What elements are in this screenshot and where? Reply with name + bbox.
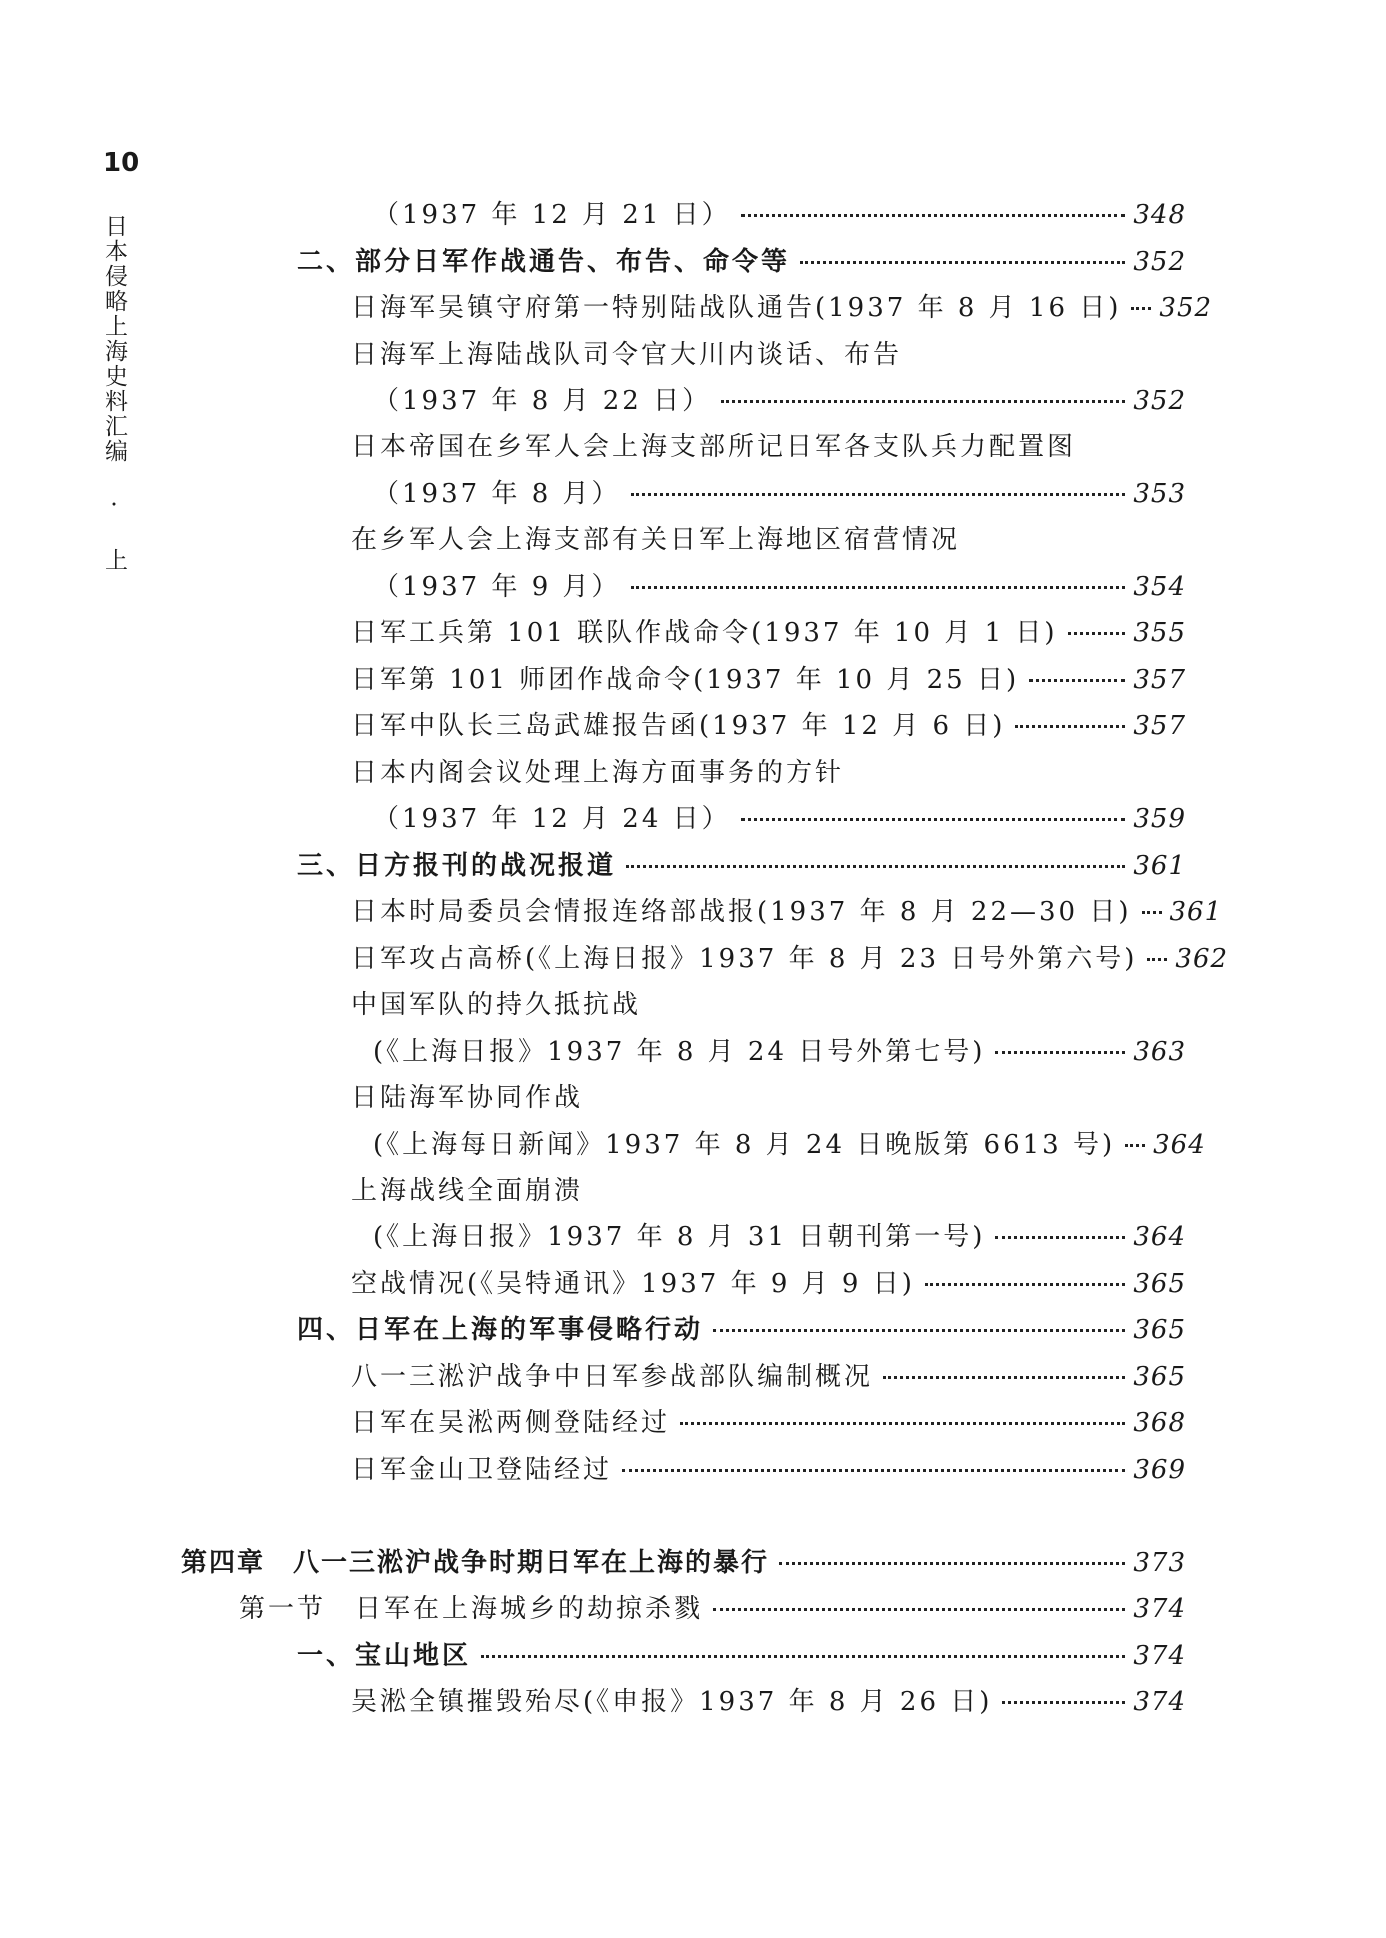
toc-entry [373, 195, 1186, 235]
leader-dots [741, 818, 1126, 821]
toc-entry [373, 1217, 1186, 1257]
toc-entry [373, 1032, 1186, 1072]
toc-entry-title: （1937 年 12 月 24 日） [373, 804, 731, 834]
leader-dots [1125, 1144, 1145, 1147]
toc-entry-title: 空战情况(《吴特通讯》1937 年 9 月 9 日) [351, 1269, 915, 1299]
leader-dots [721, 400, 1125, 403]
toc-entry [351, 288, 1213, 328]
leader-dots [995, 1051, 1125, 1054]
toc-entry-page: 362 [1175, 944, 1229, 974]
toc-entry [351, 892, 1223, 932]
toc-entry [239, 1589, 1186, 1629]
leader-dots [1142, 911, 1162, 914]
toc-entry [373, 567, 1186, 607]
toc-entry-title: （1937 年 8 月 22 日） [373, 386, 712, 416]
toc-entry-title: 日军工兵第 101 联队作战命令(1937 年 10 月 1 日) [351, 618, 1058, 648]
toc-entry [373, 474, 1186, 514]
leader-dots [1147, 958, 1167, 961]
toc-entry [351, 939, 1229, 979]
toc-entry-page: 359 [1133, 804, 1186, 834]
toc-entry-title: 日本内阁会议处理上海方面事务的方针 [351, 758, 845, 788]
toc-entry-page: 374 [1133, 1641, 1186, 1671]
toc-entry-page: 365 [1133, 1362, 1186, 1392]
toc-entry-title: 日军第 101 师团作战命令(1937 年 10 月 25 日) [351, 665, 1020, 695]
toc-entry [373, 1125, 1206, 1165]
toc-entry-title: 日军在吴淞两侧登陆经过 [351, 1408, 671, 1438]
toc-entry-title: 日陆海军协同作战 [351, 1083, 584, 1113]
leader-dots [741, 214, 1126, 217]
leader-dots [1002, 1701, 1125, 1704]
leader-dots [1029, 679, 1125, 682]
leader-dots [800, 261, 1125, 264]
toc-entry-page: 354 [1133, 572, 1186, 602]
toc-entry [351, 660, 1186, 700]
toc-entry-title: 日军金山卫登陆经过 [351, 1455, 613, 1485]
toc-entry-page: 374 [1133, 1687, 1186, 1717]
toc-entry-title: 中国军队的持久抵抗战 [351, 990, 642, 1020]
toc-entry [373, 381, 1186, 421]
toc-entry [351, 1403, 1186, 1443]
leader-dots [626, 865, 1125, 868]
toc-entry-title: （1937 年 9 月） [373, 572, 621, 602]
toc-entry-page: 357 [1133, 711, 1186, 741]
toc-entry [181, 1543, 1186, 1583]
toc-entry-title: 上海战线全面崩溃 [351, 1176, 584, 1206]
toc-entry [373, 799, 1186, 839]
toc-entry-page: 374 [1133, 1594, 1186, 1624]
toc-entry-page: 363 [1133, 1037, 1186, 1067]
toc-entry [351, 753, 1186, 793]
toc-entry [351, 1450, 1186, 1490]
toc-entry [297, 1310, 1186, 1350]
toc-entry-title: （1937 年 8 月） [373, 479, 621, 509]
toc-entry-title: (《上海每日新闻》1937 年 8 月 24 日晚版第 6613 号) [373, 1130, 1116, 1160]
toc-entry-title: （1937 年 12 月 21 日） [373, 200, 731, 230]
leader-dots [680, 1422, 1125, 1425]
leader-dots [631, 493, 1126, 496]
toc-entry [351, 520, 1186, 560]
toc-entry-title: 第四章 八一三淞沪战争时期日军在上海的暴行 [181, 1548, 770, 1578]
leader-dots [925, 1283, 1125, 1286]
leader-dots [713, 1329, 1125, 1332]
toc-entry-title: (《上海日报》1937 年 8 月 24 日号外第七号) [373, 1037, 986, 1067]
toc-entry-title: 四、日军在上海的军事侵略行动 [297, 1315, 704, 1345]
toc-entry [351, 613, 1186, 653]
toc-entry-title: 日本时局委员会情报连络部战报(1937 年 8 月 22—30 日) [351, 897, 1132, 927]
toc-entry-title: 第一节 日军在上海城乡的劫掠杀戮 [239, 1594, 704, 1624]
toc-entry [351, 1078, 1186, 1118]
leader-dots [995, 1236, 1125, 1239]
running-book-title: 日本侵略上海史料汇编 · 上 [101, 214, 127, 573]
leader-dots [1068, 632, 1126, 635]
toc-entry-title: 在乡军人会上海支部有关日军上海地区宿营情况 [351, 525, 961, 555]
toc-entry [297, 242, 1186, 282]
toc-entry-page: 353 [1133, 479, 1186, 509]
toc-entry-page: 364 [1133, 1222, 1186, 1252]
toc-entry-title: (《上海日报》1937 年 8 月 31 日朝刊第一号) [373, 1222, 986, 1252]
toc-entry-page: 373 [1133, 1548, 1186, 1578]
leader-dots [883, 1376, 1125, 1379]
toc-entry-page: 357 [1133, 665, 1186, 695]
toc-entry-title: 日军攻占高桥(《上海日报》1937 年 8 月 23 日号外第六号) [351, 944, 1138, 974]
toc-entry [351, 706, 1186, 746]
toc-entry-page: 348 [1133, 200, 1186, 230]
leader-dots [713, 1608, 1125, 1611]
toc-entry-page: 361 [1169, 897, 1223, 927]
toc-entry [297, 1636, 1186, 1676]
toc-entry-title: 一、宝山地区 [297, 1641, 472, 1671]
toc-entry-title: 日海军吴镇守府第一特别陆战队通告(1937 年 8 月 16 日) [351, 293, 1122, 323]
toc-entry-title: 吴淞全镇摧毁殆尽(《申报》1937 年 8 月 26 日) [351, 1687, 993, 1717]
toc-entry-title: 二、部分日军作战通告、布告、命令等 [297, 247, 791, 277]
toc-entry-page: 369 [1133, 1455, 1186, 1485]
toc-entry-title: 日本帝国在乡军人会上海支部所记日军各支队兵力配置图 [351, 432, 1077, 462]
toc-entry-title: 八一三淞沪战争中日军参战部队编制概况 [351, 1362, 874, 1392]
toc-entry-title: 日军中队长三岛武雄报告函(1937 年 12 月 6 日) [351, 711, 1006, 741]
page-number: 10 [103, 148, 140, 178]
toc-entry-page: 352 [1159, 293, 1213, 323]
toc-entry [351, 335, 1186, 375]
toc-entry-page: 352 [1133, 247, 1186, 277]
leader-dots [481, 1655, 1125, 1658]
toc-entry [351, 1264, 1186, 1304]
toc-entry-page: 361 [1133, 851, 1186, 881]
toc-entry [297, 846, 1186, 886]
toc-entry-title: 日海军上海陆战队司令官大川内谈话、布告 [351, 340, 903, 370]
toc-entry [351, 427, 1186, 467]
leader-dots [631, 586, 1126, 589]
toc-entry [351, 1357, 1186, 1397]
toc-entry-page: 365 [1133, 1315, 1186, 1345]
toc-entry-page: 355 [1133, 618, 1186, 648]
toc-entry-page: 364 [1153, 1130, 1206, 1160]
toc-entry-page: 365 [1133, 1269, 1186, 1299]
toc-entry [351, 985, 1186, 1025]
toc-entry-page: 352 [1133, 386, 1186, 416]
leader-dots [779, 1562, 1125, 1565]
leader-dots [1131, 307, 1151, 310]
toc-entry-title: 三、日方报刊的战况报道 [297, 851, 617, 881]
toc-entry-page: 368 [1133, 1408, 1186, 1438]
leader-dots [1015, 725, 1125, 728]
leader-dots [622, 1469, 1125, 1472]
toc-entry [351, 1171, 1186, 1211]
toc-entry [351, 1682, 1186, 1722]
